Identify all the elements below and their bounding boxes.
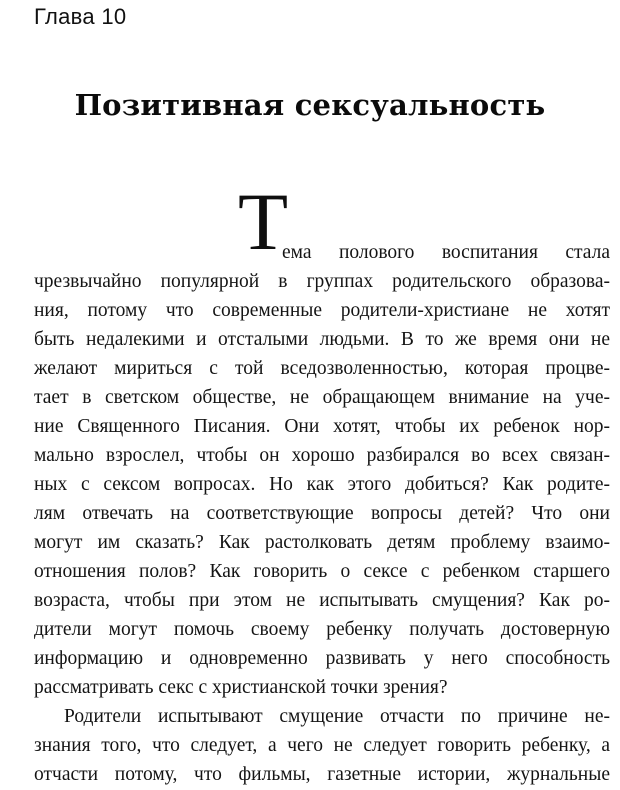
drop-cap: Т (238, 176, 289, 267)
text-line: чрезвычайно популярной в группах родительского образова- (34, 271, 610, 292)
text-line: мально взрослел, чтобы он хорошо разбирался во всех связан- (34, 445, 610, 466)
text-line: ния, потому что современные родители-христиане не хотят (34, 300, 610, 321)
chapter-label: Глава 10 (34, 4, 127, 29)
paragraph-2-line: отчасти потому, что фильмы, газетные истории, журнальные (34, 764, 610, 785)
text-line: желают мириться с той вседозволенностью, которая процве- (34, 358, 610, 379)
text-line: лям отвечать на соответствующие вопросы детей? Что они (34, 503, 610, 524)
text-line: тает в светском обществе, не обращающем внимание на уче- (34, 387, 610, 408)
text-line: возраста, чтобы при этом не испытывать смущения? Как ро- (34, 590, 610, 611)
text-line: ных с сексом вопросах. Но как этого добиться? Как родите- (34, 474, 610, 495)
text-line: дители могут помочь своему ребенку получать достоверную (34, 619, 610, 640)
text-line: могут им сказать? Как растолковать детям проблему взаимо- (34, 532, 610, 553)
paragraph-2-line: Родители испытывают смущение отчасти по причине не- (64, 706, 610, 727)
text-line: информацию и одновременно развивать у него способность (34, 648, 610, 669)
text-line: быть недалекими и отсталыми людьми. В то же время они не (34, 329, 610, 350)
chapter-title: Позитивная сексуальность (74, 88, 546, 122)
text-line: рассматривать секс с христианской точки зрения? (34, 677, 448, 698)
text-line: отношения полов? Как говорить о сексе с ребенком старшего (34, 561, 610, 582)
paragraph-2-line: знания того, что следует, а чего не следует говорить ребенку, а (34, 735, 610, 756)
body-text (34, 176, 610, 789)
text-line: ние Священного Писания. Они хотят, чтобы их ребенок нор- (34, 416, 610, 437)
first-line-text: ема полового воспитания стала (282, 242, 610, 263)
paragraph-1-first-line (34, 176, 610, 267)
